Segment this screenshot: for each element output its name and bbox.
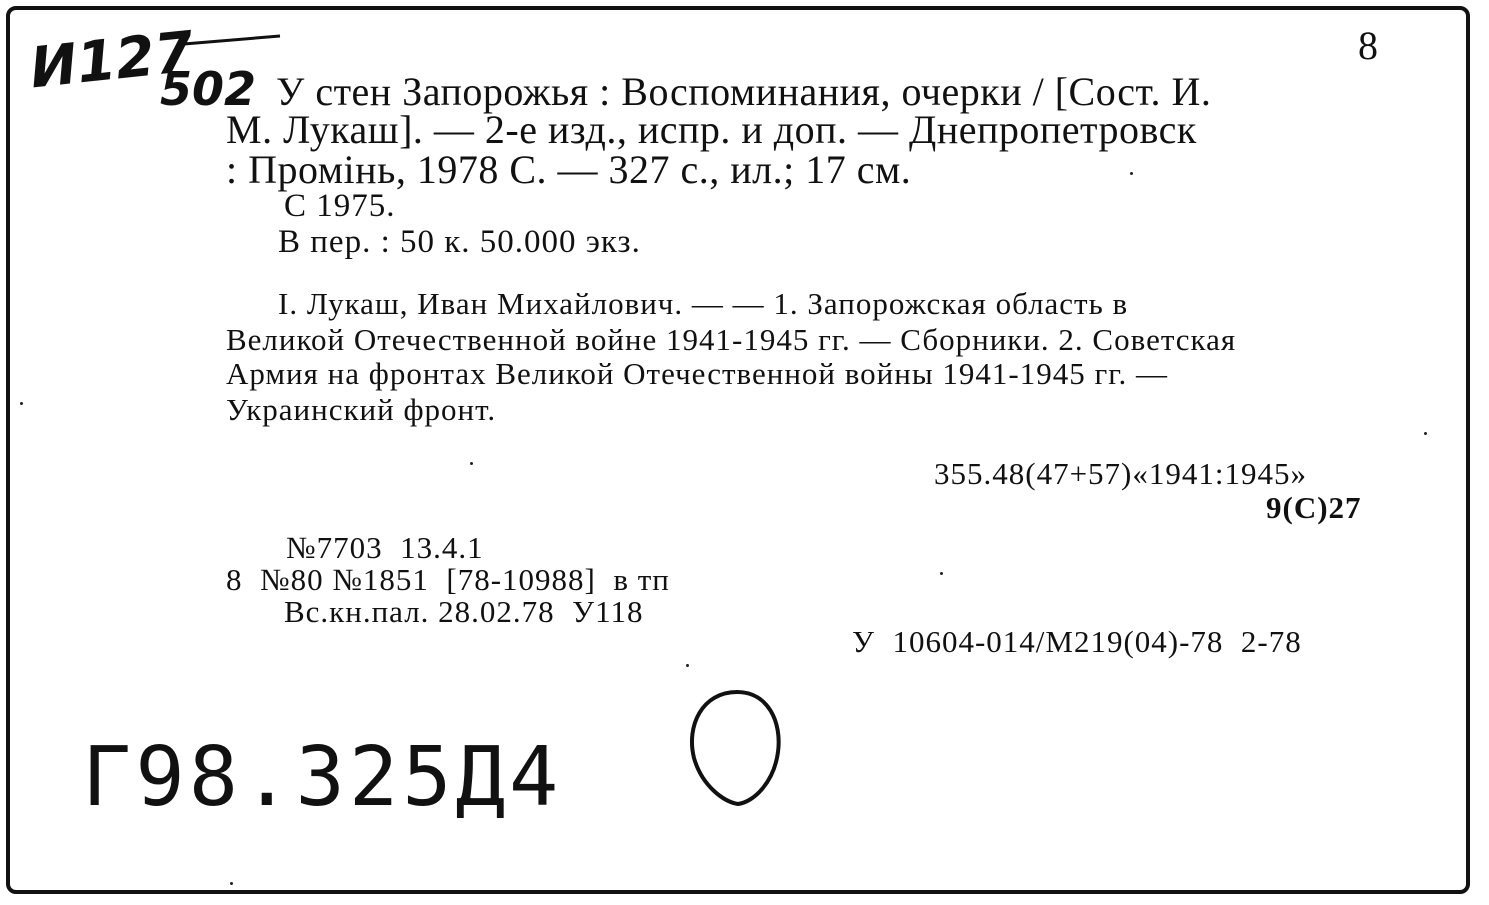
title-line-3: : Промінь, 1978 С. — 327 с., ил.; 17 см. <box>226 147 912 192</box>
speckle <box>940 572 943 575</box>
subject-line-2: Великой Отечественной войне 1941-1945 гг. — Сборники. 2. Советская <box>226 322 1237 357</box>
punch-hole-icon <box>682 686 792 816</box>
subject-line-1: I. Лукаш, Иван Михайлович. — — 1. Запорожская область в <box>278 286 1129 321</box>
speckle <box>1424 432 1427 435</box>
handwritten-inventory-number: И127 <box>27 19 197 102</box>
registry-line-1: №7703 13.4.1 <box>286 530 484 565</box>
title-line-1: У стен Запорожья : Воспоминания, очерки / [Сост. И. <box>276 69 1212 114</box>
speckle <box>1130 172 1133 175</box>
handwritten-strike-line <box>180 30 290 50</box>
speckle <box>470 462 473 465</box>
subject-line-4: Украинский фронт. <box>226 392 497 427</box>
page-number: 8 <box>1358 23 1379 68</box>
speckle <box>20 402 23 405</box>
handwritten-inventory-sub: 502 <box>160 62 257 116</box>
speckle <box>230 882 233 885</box>
bbk-classification: 9(С)27 <box>1266 490 1362 525</box>
registry-line-2: 8 №80 №1851 [78-10988] в тп <box>226 562 670 597</box>
subject-line-3: Армия на фронтах Великой Отечественной войны 1941-1945 гг. — <box>226 356 1168 391</box>
price-note: В пер. : 50 к. 50.000 экз. <box>278 224 641 260</box>
handwritten-shelfmark: Г98.325Д4 <box>82 730 563 825</box>
parallel-edition-note: С 1975. <box>284 188 396 224</box>
publisher-code: У 10604-014/М219(04)-78 2-78 <box>852 624 1302 659</box>
title-line-2: М. Лукаш]. — 2-е изд., испр. и доп. — Днепропетровск <box>226 107 1197 152</box>
speckle <box>686 664 689 667</box>
udc-classification: 355.48(47+57)«1941:1945» <box>934 456 1307 491</box>
registry-line-3: Вс.кн.пал. 28.02.78 У118 <box>284 594 644 629</box>
